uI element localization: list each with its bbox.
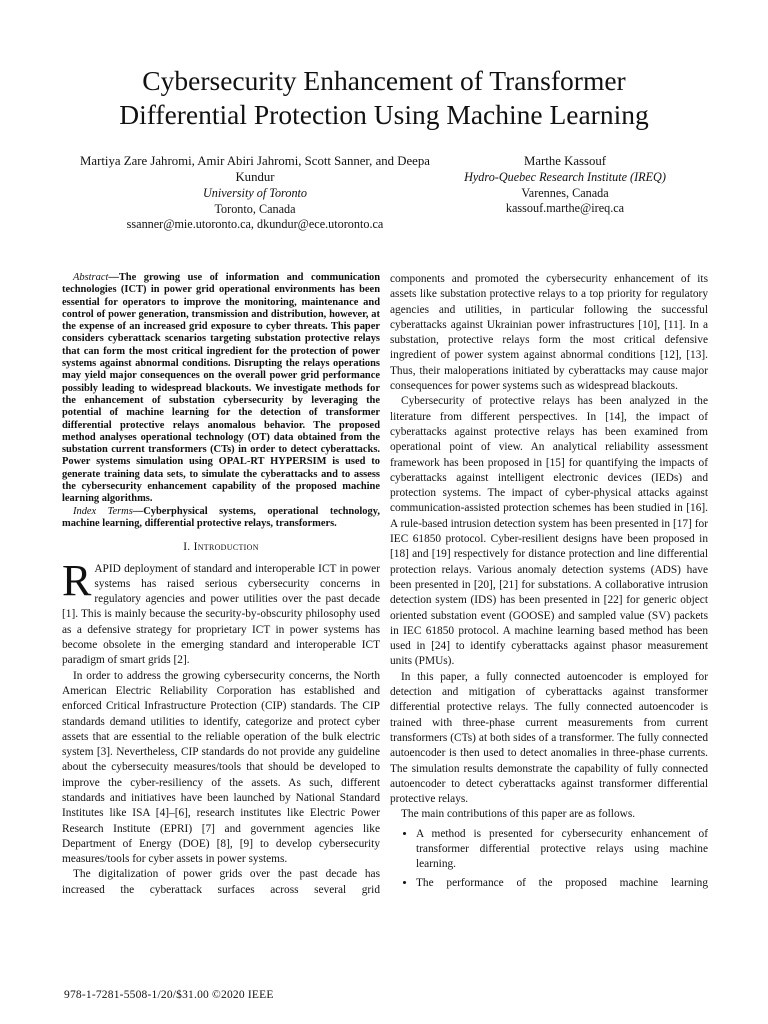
index-terms: Index Terms—Cyberphysical systems, operational technology, machine learning, differential protective relays, transformers. xyxy=(62,505,380,529)
copyright-footer: 978-1-7281-5508-1/20/$31.00 ©2020 IEEE xyxy=(64,989,274,1001)
paper-title xyxy=(40,64,728,132)
section-heading-introduction xyxy=(62,540,380,555)
author-institution: University of Toronto xyxy=(202,186,308,200)
index-terms-text: Cyberphysical systems, operational technology, machine learning, differential protective relays, transformers. xyxy=(62,505,380,529)
intro-paragraph-4: Cybersecurity of protective relays has been analyzed in the literature from different perspectives. In [14], the impact of cyberattacks against protective relays has been examined from operational point of view. An analytical reliability assessment framework has been proposed in [15] for quantifying the impacts of cyberattacks against intelligent electronic devices (IEDs) and protection systems. The impact of cyber-physical attacks against communication-assisted protection schemes has been studied in [16]. A rule-based intrusion detection system has been presented in [17] for IEC 61850 protocol. Cyber-resilient designs have been proposed in [18] and [19] respectively for distance protection and line differential protection relays. Various anomaly detection systems (ADS) have been presented in [20], [21] for substations. A collaborative intrusion detection system (IDS) has been presented in [22] for generic object oriented substation event (GOOSE) and sampled value (SV) packets in IEC 61850 protocol. A machine learning based method has been used in [24] to identify cyberattacks against phasor measurement units (PMUs). xyxy=(390,395,708,668)
intro-paragraph-3-continued: components and promoted the cybersecurity enhancement of its assets like substation protective relays to a top priority for regulatory agencies and utilities, in particular following the successful cyberattacks against Ukrainian power infrastructures [10], [11]. In a substation, protective relays form the most critical defensive ingredient of power system against abnormal conditions [12], [13]. Thus, their maloperations initiated by cyberattacks may cause major consequences for power systems such as widespread blackouts. xyxy=(390,273,708,393)
list-item: • The performance of the proposed machine learning xyxy=(416,876,708,891)
intro-paragraph-2: In order to address the growing cybersecurity concerns, the North American Electric Reliability Corporation has established and enforced Critical Infrastructure Protection (CIP) standards. The CIP standards demand utilities to identify, categorize and protect cyber assets that are essential to the reliable operation of the bulk electric system [3]. Nevertheless, CIP standards do not provide any guideline about the cybersecuity measures/tools that should be developed to improve the cyber-resiliency of the assets. As such, different standards and initiatives have been launched by National Standard Institutes like ISA [4]–[6], research institutes like Electric Power Research Institute (EPRI) [7] and government agencies like Department of Energy (DOE) [8], [9] to develop cybersecurity measures/tools for cyber assets in power systems. xyxy=(62,669,380,866)
abstract-label: Abstract xyxy=(73,272,109,283)
author-names: Martiya Zare Jahromi, Amir Abiri Jahromi, Scott Sanner, and Deepa Kundur xyxy=(80,154,430,184)
author-block-toronto xyxy=(60,153,450,233)
author-block-ireq xyxy=(420,153,710,217)
drop-cap: R xyxy=(62,555,92,605)
list-item: • A method is presented for cybersecurity enhancement of transformer differential protective relays using machine learning. xyxy=(416,827,708,873)
intro-paragraph-1-text: APID deployment of standard and interoperable ICT in power systems has raised serious cybersecurity concerns in regulatory agencies and power utilities over the past decade [1]. This is mainly because the security-by-obscurity philosophy used as a defensive strategy for proprietary ICT in power systems has become obsolete in the emerging standard and interoperable ICT paradigm of smart grids [2]. xyxy=(62,562,380,667)
abstract: Abstract—The growing use of information and communication technologies (ICT) in power grid operational environments has been essential for operators to improve the monitoring, maintenance and control of power generation, transmission and distribution, however, at the expense of an increased grid exposure to cyber threats. This paper considers cyberattack scenarios targeting substation protective relays that can form the most critical ingredient for the protection of power systems against abnormal conditions. Disrupting the relays operations may yield major consequences on the overall power grid performance possibly leading to widespread blackouts. We investigate methods for the enhancement of substation cybersecurity by leveraging the potential of machine learning for the detection of transformer differential protective relays anomalous behavior. The proposed method analyses operational technology (OT) data obtained from the substation current transformers (CTs) in order to detect cyberattacks. Power systems simulation using OPAL-RT HYPERSIM is used to generate training data sets, to simulate the cyberattacks and to assess the cybersecurity enhancement capability of the proposed machine learning algorithms. xyxy=(62,272,380,505)
title-line-1: Cybersecurity Enhancement of Transformer xyxy=(142,65,626,96)
intro-paragraph-1 xyxy=(62,555,380,669)
intro-paragraph-6: The main contributions of this paper are as follows. xyxy=(401,808,636,821)
right-column xyxy=(390,272,708,894)
index-terms-label: Index Terms xyxy=(73,505,133,517)
abstract-text: The growing use of information and communication technologies (ICT) in power grid operational environments has been essential for operators to improve the monitoring, maintenance and control of power generation, transmission and distribution, however, at the expense of an increased grid exposure to cyber threats. This paper considers cyberattack scenarios targeting substation protective relays that can form the most critical ingredient for the protection of power systems against abnormal conditions. Disrupting the relays operations may yield major consequences on the overall power grid performance possibly leading to widespread blackouts. We investigate methods for the enhancement of substation cybersecurity by leveraging the potential of machine learning for the detection of transformer differential protective relays anomalous behavior. The proposed method analyses operational technology (OT) data obtained from the substation current transformers (CTs) in order to detect cyberattacks. Power systems simulation using OPAL-RT HYPERSIM is used to generate training data sets, to simulate the cyberattacks and to assess the cybersecurity enhancement capability of the proposed machine learning algorithms. xyxy=(62,272,380,505)
intro-paragraph-5: In this paper, a fully connected autoencoder is employed for detection and mitigation of cyberattacks against transformer differential protective relays. The fully connected autoencoder is trained with three-phase current measurements from current transformers (CTs) at both sides of a transformer. The fully connected autoencoder is then used to detect anomalies in three-phase currents. The simulation results demonstrate the capability of fully connected autoencoder to detect cyberattacks against transformer differential protective relays. xyxy=(390,670,708,806)
author-location: Varennes, Canada xyxy=(521,185,609,200)
intro-paragraph-3: The digitalization of power grids over the past decade has increased the cyberattack surfaces across several grid xyxy=(62,868,380,896)
author-institution: Hydro-Quebec Research Institute (IREQ) xyxy=(464,170,666,184)
title-line-2: Differential Protection Using Machine Learning xyxy=(119,99,649,130)
author-location: Toronto, Canada xyxy=(214,201,296,216)
author-names: Marthe Kassouf xyxy=(523,154,607,168)
contribution-list xyxy=(390,827,708,891)
author-email: ssanner@mie.utoronto.ca, dkundur@ece.utoronto.ca xyxy=(126,217,384,231)
author-email: kassouf.marthe@ireq.ca xyxy=(505,201,625,215)
section-title: Introduction xyxy=(193,541,259,554)
left-column xyxy=(62,272,380,898)
section-number: I. xyxy=(183,541,194,554)
